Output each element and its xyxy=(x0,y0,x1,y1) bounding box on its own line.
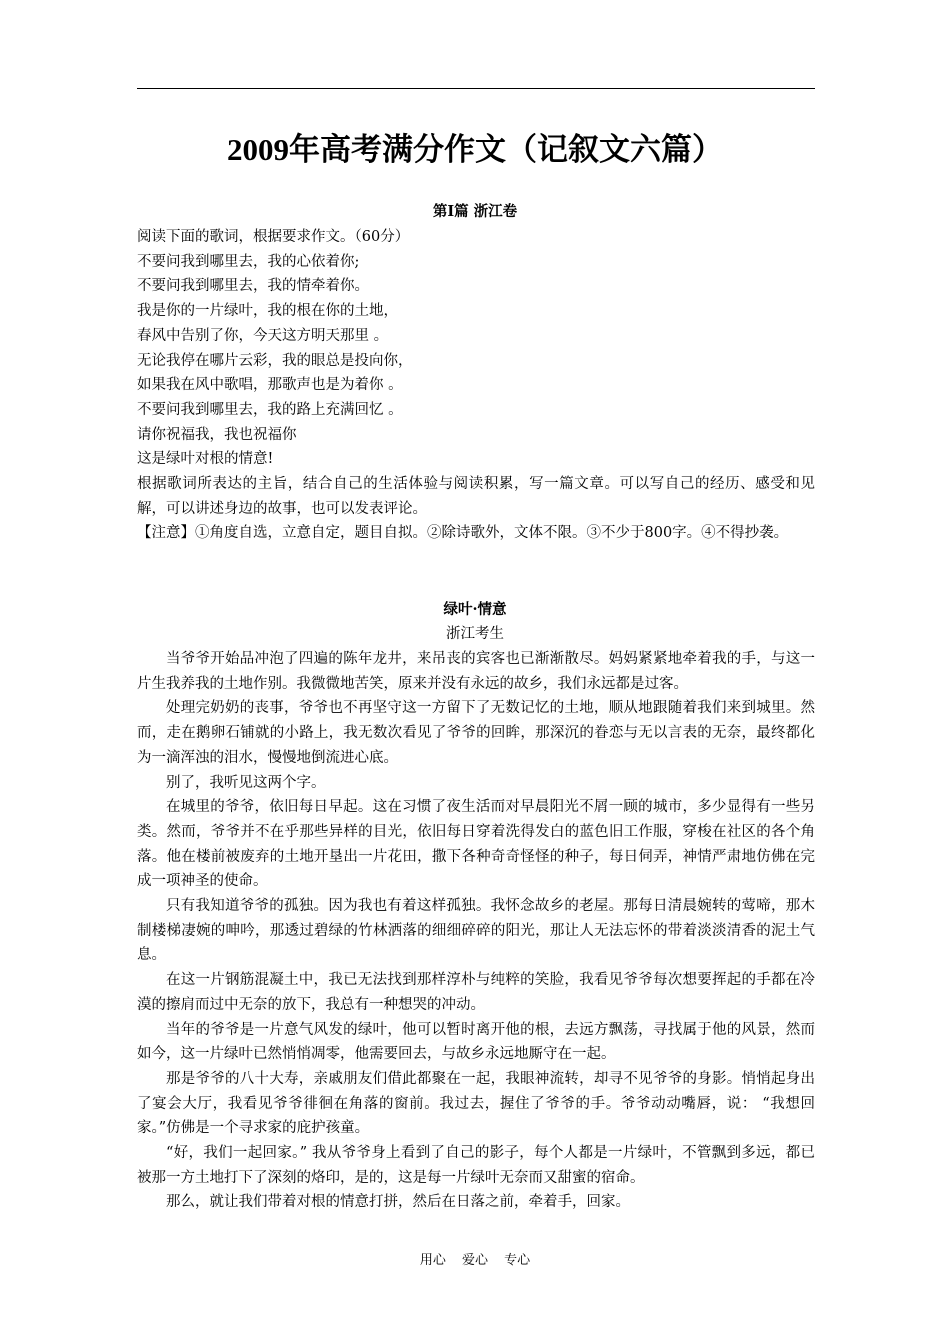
lyric-line: 如果我在风中歌唱，那歌声也是为着你 。 xyxy=(137,377,403,394)
section-heading: 第Ⅰ篇 浙江卷 xyxy=(432,203,518,220)
lyric-line: 春风中告别了你，今天这方明天那里 。 xyxy=(137,327,389,344)
essay-paragraph: 那是爷爷的八十大寿，亲戚朋友们借此都聚在一起，我眼神流转，却寻不见爷爷的身影。悄悄起身出了宴会大厅，我看见爷爷徘徊在角落的窗前。我过去，握住了爷爷的手。爷爷动动嘴唇，说： “我想回家。”仿佛是一个寻求家的庇护孩童。 xyxy=(137,1070,815,1137)
lyric-line: 无论我停在哪片云彩，我的眼总是投向你， xyxy=(137,352,413,369)
page-footer: 用心 爱心 专心 xyxy=(419,1253,531,1268)
essay-paragraph: 别了，我听见这两个字。 xyxy=(166,774,326,791)
lyric-line: 这是绿叶对根的情意! xyxy=(137,451,274,468)
lyric-line: 我是你的一片绿叶，我的根在你的土地， xyxy=(137,303,398,320)
page-title: 2009年高考满分作文（记叙文六篇） xyxy=(227,132,723,167)
prompt-line: 阅读下面的歌词，根据要求作文。（60分） xyxy=(137,229,410,245)
essay-paragraph: 那么，就让我们带着对根的情意打拼，然后在日落之前，牵着手，回家。 xyxy=(166,1194,630,1211)
essay-paragraph: “好，我们一起回家。” 我从爷爷身上看到了自己的影子，每个人都是一片绿叶，不管飘到多远，都已被那一方土地打下了深刻的烙印，是的，这是每一片绿叶无奈而又甜蜜的宿命。 xyxy=(137,1145,815,1186)
essay-paragraph: 处理完奶奶的丧事，爷爷也不再坚守这一方留下了无数记忆的土地，顺从地跟随着我们来到城里。然而，走在鹅卵石铺就的小路上，我无数次看见了爷爷的回眸，那深沉的眷恋与无以言表的无奈，最终都化为一滴浑浊的泪水，慢慢地倒流进心底。 xyxy=(137,700,815,766)
essay-body xyxy=(137,647,815,1215)
header-rule xyxy=(137,88,815,89)
essay-paragraph: 当年的爷爷是一片意气风发的绿叶，他可以暂时离开他的根，去远方飘荡，寻找属于他的风景，然而如今，这一片绿叶已然悄悄凋零，他需要回去，与故乡永远地厮守在一起。 xyxy=(137,1021,815,1063)
essay-paragraph: 在城里的爷爷，依旧每日早起。这在习惯了夜生活而对早晨阳光不屑一顾的城市，多少显得有一些另类。然而，爷爷并不在乎那些异样的目光，依旧每日穿着洗得发白的蓝色旧工作服，穿梭在社区的各个角落。他在楼前被废弃的土地开垦出一片花田，撒下各种奇奇怪怪的种子，每日伺弄，神情严肃地仿佛在完成一项神圣的使命。 xyxy=(137,799,815,890)
lyric-line: 不要问我到哪里去，我的路上充满回忆 。 xyxy=(137,401,403,418)
essay-paragraph: 只有我知道爷爷的孤独。因为我也有着这样孤独。我怀念故乡的老屋。那每日清晨婉转的莺啼，那木制楼梯凄婉的呻吟，那透过碧绿的竹林洒落的细细碎碎的阳光，那让人无法忘怀的带着淡淡清香的泥土气息。 xyxy=(137,898,815,964)
lyric-line: 不要问我到哪里去，我的心依着你; xyxy=(137,253,360,270)
prompt-notice: 【注意】①角度自选，立意自定，题目自拟。②除诗歌外，文体不限。③不少于800字。④不得抄袭。 xyxy=(137,525,789,542)
lyric-line: 不要问我到哪里去，我的情牵着你。 xyxy=(137,278,369,295)
essay-paragraph: 当爷爷开始品冲泡了四遍的陈年龙井，来吊丧的宾客也已渐渐散尽。妈妈紧紧地牵着我的手，与这一片生我养我的土地作别。我微微地苦笑，原来并没有永远的故乡，我们永远都是过客。 xyxy=(137,651,815,692)
essay-author: 浙江考生 xyxy=(446,626,504,642)
prompt-requirement: 根据歌词所表达的主旨，结合自己的生活体验与阅读积累，写一篇文章。可以写自己的经历、感受和见解，可以讲述身边的故事，也可以发表评论。 xyxy=(137,476,815,517)
essay-paragraph: 在这一片钢筋混凝土中，我已无法找到那样淳朴与纯粹的笑脸，我看见爷爷每次想要挥起的手都在冷漠的擦肩而过中无奈的放下，我总有一种想哭的冲动。 xyxy=(137,972,815,1013)
essay-title: 绿叶·情意 xyxy=(443,601,507,618)
prompt-block xyxy=(137,225,815,546)
lyric-line: 请你祝福我，我也祝福你 xyxy=(137,426,297,443)
